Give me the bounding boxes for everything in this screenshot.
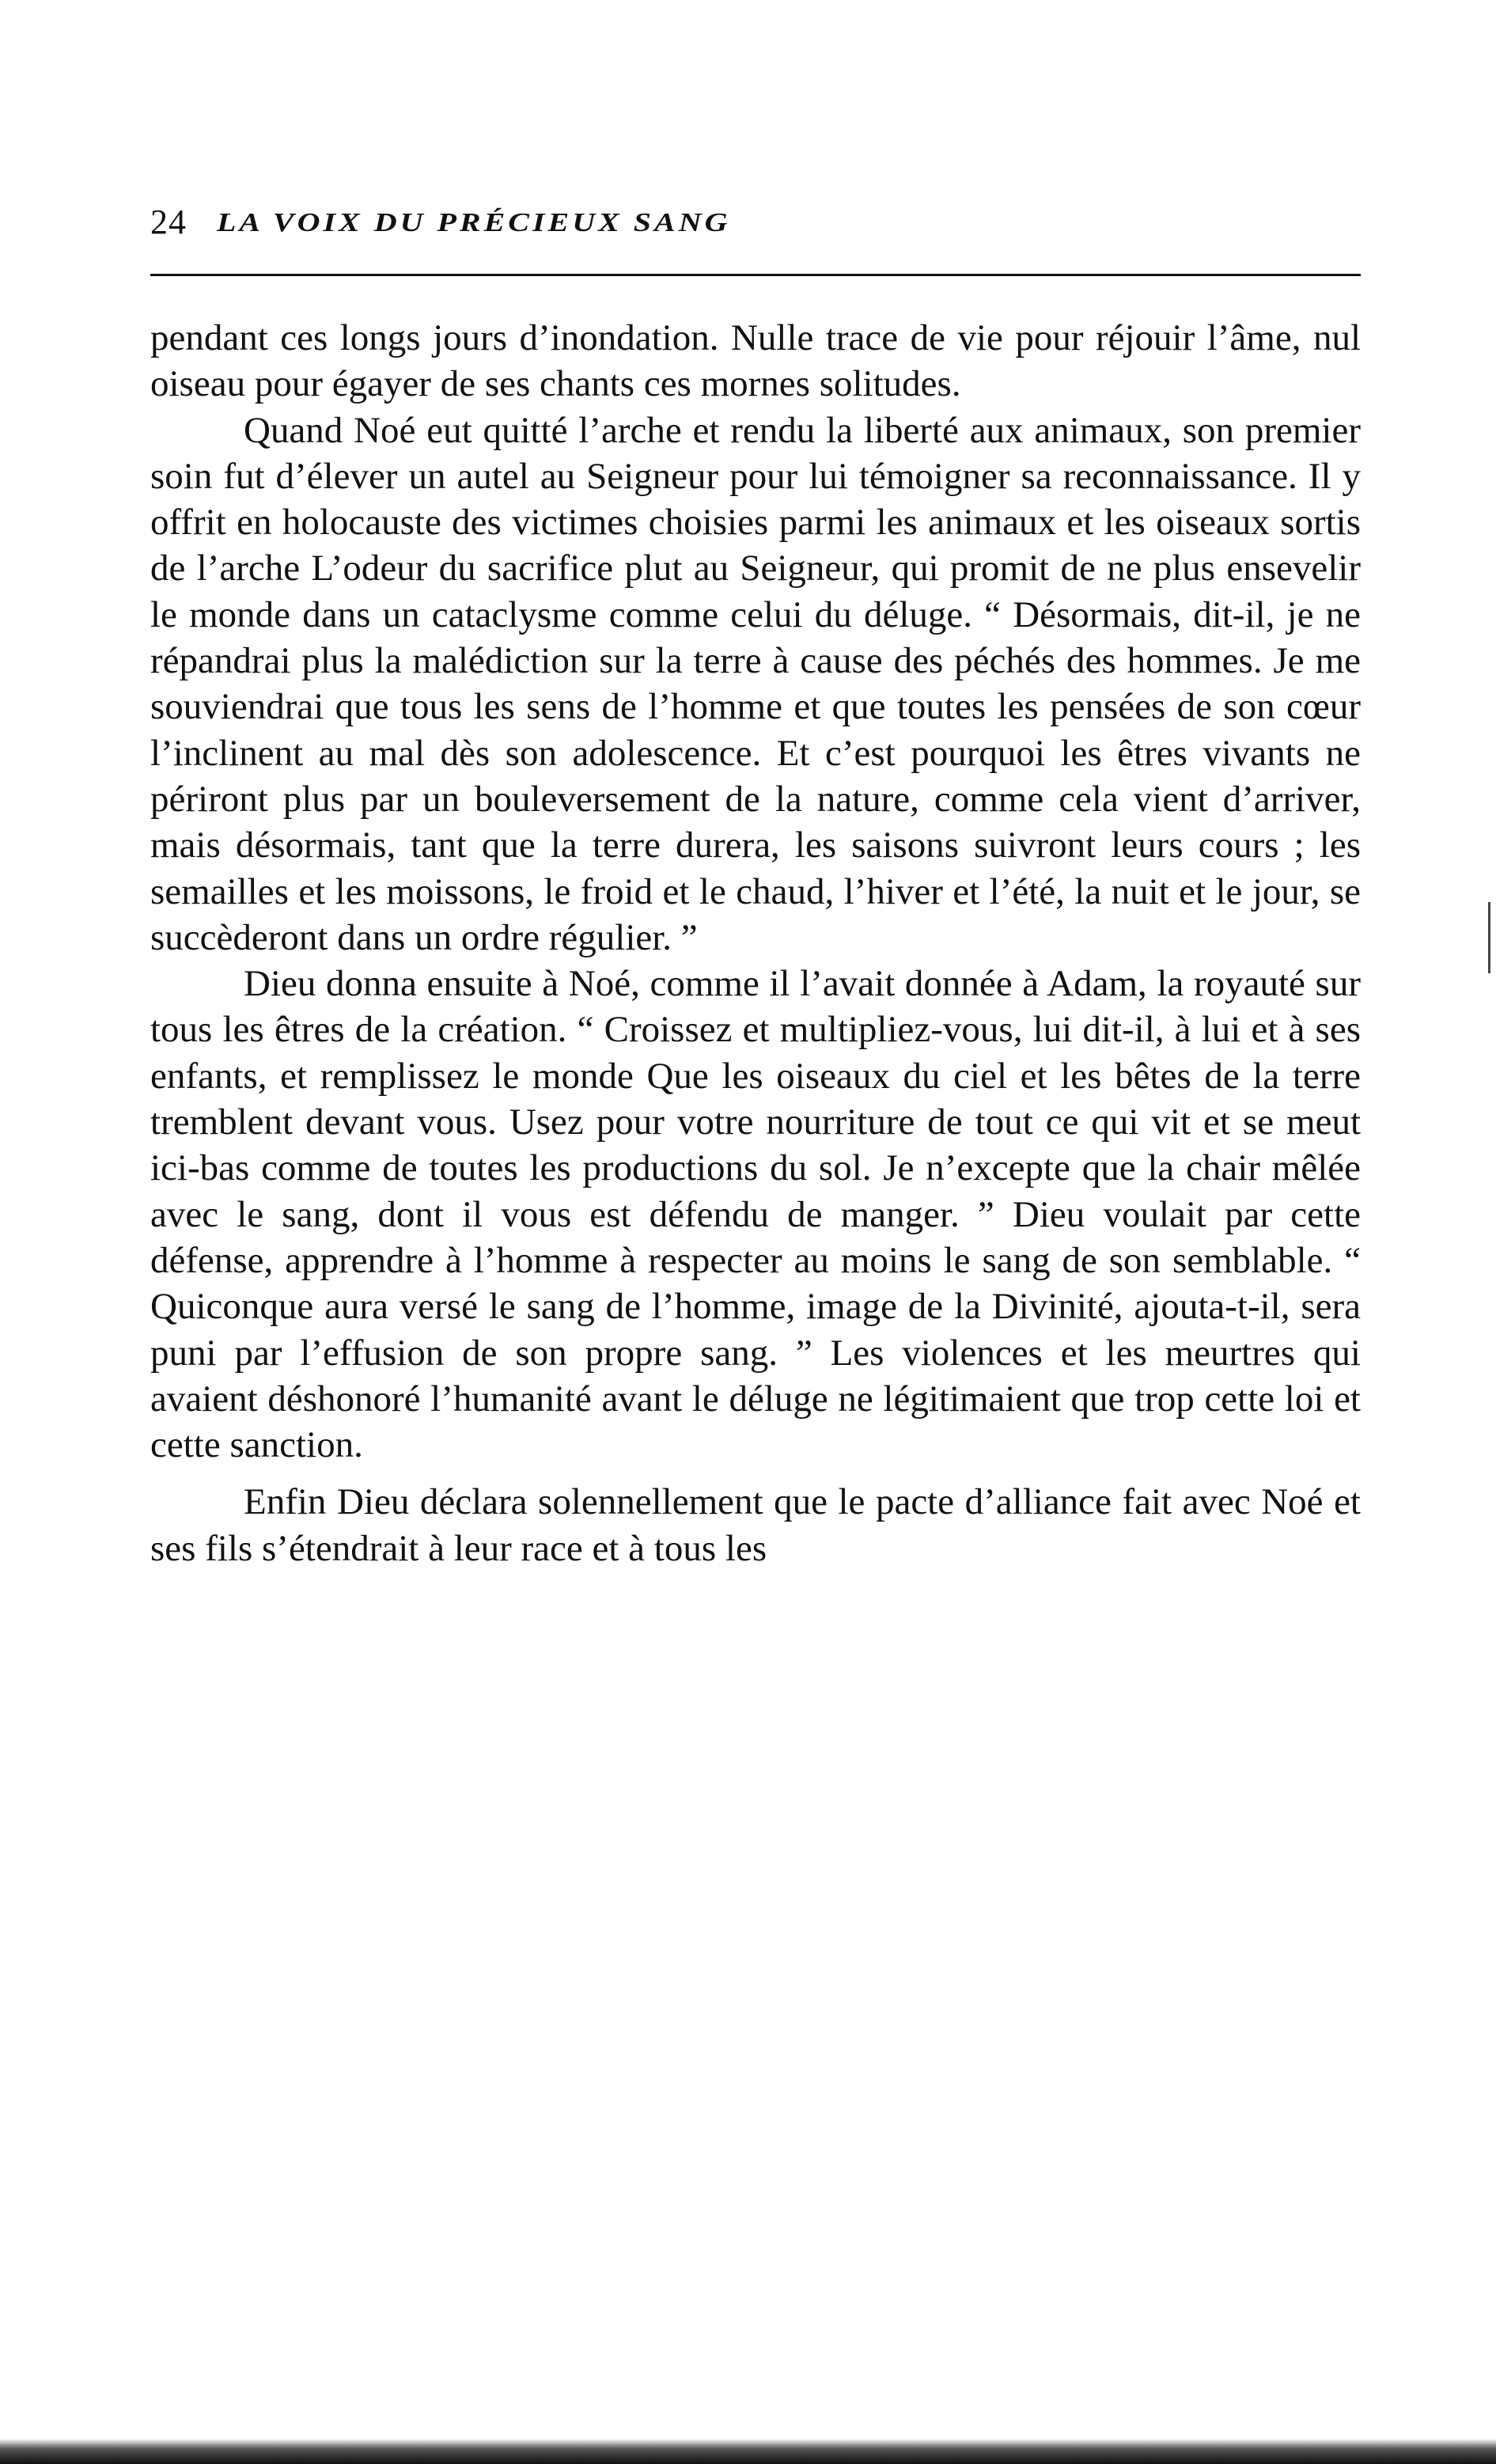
page-number: 24 bbox=[150, 202, 187, 241]
paragraph-continued: pendant ces longs jours d’inondation. Nulle trace de vie pour réjouir l’âme, nul oiseau pour égayer de ses chants ces mornes solitudes. bbox=[150, 317, 1361, 405]
paragraph-sacrifice: Quand Noé eut quitté l’arche et rendu la liberté aux animaux, son premier soin fut d’élever un autel au Seigneur pour lui témoigner sa reconnaissance. Il y offrit en holocauste des victimes choisies parmi les animaux et les oiseaux sortis de l’arche L’odeur du sacrifice plut au Seigneur, qui promit de ne plus ensevelir le monde dans un cataclysme comme celui du déluge. “ Désormais, dit-il, je ne répandrai plus la malédiction sur la terre à cause des péchés des hommes. Je me souviendrai que tous les sens de l’homme et que toutes les pensées de son cœur l’inclinent au mal dès son adolescence. Et c’est pourquoi les êtres vivants ne périront plus par un bouleversement de la nature, comme cela vient d’arriver, mais désormais, tant que la terre durera, les saisons suivront leurs cours ; les semailles et les moissons, le froid et le chaud, l’hiver et l’été, la nuit et le jour, se succèderont dans un ordre régulier. ” bbox=[150, 409, 1361, 958]
body-text bbox=[150, 315, 1361, 1571]
paragraph-royalty: Dieu donna ensuite à Noé, comme il l’avait donnée à Adam, la royauté sur tous les êtres de la création. “ Croissez et multipliez-vous, lui dit-il, à lui et à ses enfants, et remplissez le monde Que les oiseaux du ciel et les bêtes de la terre tremblent devant vous. Usez pour votre nourriture de tout ce qui vit et se meut ici-bas comme de toutes les productions du sol. Je n’excepte que la chair mêlée avec le sang, dont il vous est défendu de manger. ” Dieu voulait par cette défense, apprendre à l’homme à respecter au moins le sang de son semblable. “ Quiconque aura versé le sang de l’homme, image de la Divinité, ajouta-t-il, sera puni par l’effusion de son propre sang. ” Les violences et les meurtres qui avaient déshonoré l’humanité avant le déluge ne légitimaient que trop cette loi et cette sanction. bbox=[150, 963, 1361, 1466]
running-head bbox=[150, 198, 1361, 245]
scan-bottom-edge bbox=[0, 2439, 1496, 2464]
scan-edge-mark bbox=[1488, 902, 1490, 973]
header-rule bbox=[150, 274, 1361, 276]
paragraph-covenant: Enfin Dieu déclara solennellement que le pacte d’alliance fait avec Noé et ses fils s’étendrait à leur race et à tous les bbox=[150, 1481, 1361, 1569]
running-title: LA VOIX DU PRÉCIEUX SANG bbox=[217, 206, 731, 237]
